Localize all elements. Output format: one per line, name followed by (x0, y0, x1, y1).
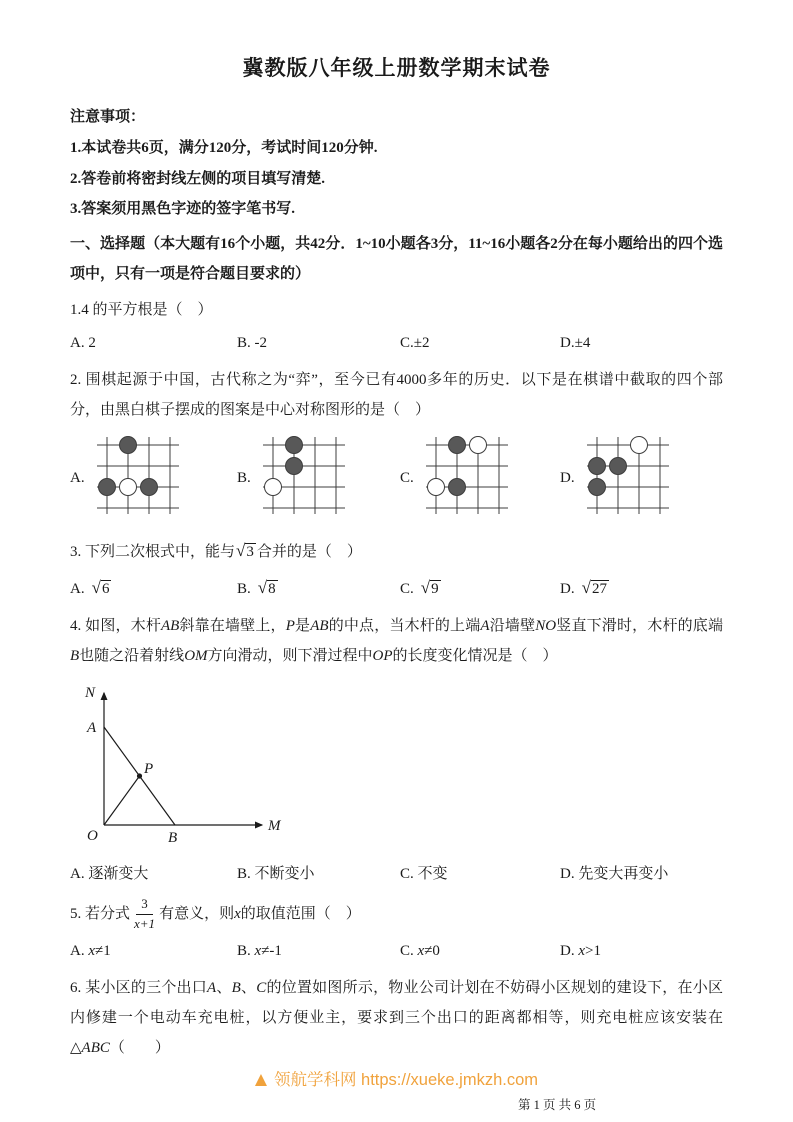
math-variable: AB (161, 618, 180, 635)
go-stone-black (448, 437, 465, 454)
q2-choice-a (70, 435, 237, 522)
fraction-denominator: x+1 (134, 916, 156, 932)
math-variable: B (70, 648, 80, 665)
text-segment: 6. 某小区的三个出口 (70, 979, 208, 996)
go-stone-white (630, 437, 647, 454)
q2-choice-b (237, 435, 400, 522)
text-segment: ≠1 (95, 942, 111, 959)
go-stone-black (285, 458, 302, 475)
q3-option-d (560, 574, 723, 601)
math-variable: A (207, 979, 217, 996)
text-segment: ≠0 (424, 942, 440, 959)
radical-sign: √ (257, 578, 268, 597)
text-segment: 方向滑动，则下滑过程中 (207, 648, 373, 665)
sqrt-6 (92, 574, 112, 601)
q4-options (70, 862, 723, 886)
q3-options (70, 574, 723, 601)
go-stone-black (140, 479, 157, 496)
footer-logo-icon (255, 1074, 267, 1086)
q5-options (70, 939, 723, 963)
q3-option-b (237, 574, 400, 601)
radical-sign: √ (236, 541, 246, 560)
q1-stem: 1.4 的平方根是（ ） (70, 302, 213, 318)
text-segment: >1 (585, 942, 601, 959)
q2-choice-c (400, 435, 560, 522)
segment-OP (104, 776, 140, 825)
q5-option-d (560, 939, 723, 963)
q1-options (70, 331, 723, 355)
diagram-label-a: A (87, 720, 97, 737)
q1-option-a: A. 2 (70, 335, 96, 351)
q5-stem-text-2: 有意义，则 (159, 906, 235, 923)
diagram-label-p: P (144, 761, 154, 778)
math-variable: AB (310, 618, 329, 635)
q4-stem (70, 611, 723, 671)
math-variable: C (256, 979, 267, 996)
option-label: C. (400, 581, 414, 597)
q1-option-c: C.±2 (400, 335, 430, 351)
text-segment: 竖直下滑时，木杆的底端 (556, 618, 723, 635)
q2-board-row (70, 435, 723, 522)
math-variable: NO (535, 618, 557, 635)
text-segment: 的中点，当木杆的上端 (328, 618, 481, 635)
diagram-label-b: B (168, 830, 178, 847)
go-board-a (95, 435, 181, 522)
q3-option-c (400, 574, 560, 601)
radical-sign: √ (91, 578, 101, 597)
radicand: 3 (246, 544, 254, 560)
text-segment: 的长度变化情况是（ ） (392, 648, 558, 665)
q3-option-a (70, 574, 237, 601)
option-label: A. (70, 581, 85, 597)
section-heading: 一、选择题（本大题有16个小题，共42分．1~10小题各3分，11~16小题各2分在每小题给出的四个选项中，只有一项是符合题目要求的） (70, 236, 723, 282)
q6-stem (70, 973, 723, 1063)
text-segment: D. (560, 942, 579, 959)
q3-stem-text: 3. 下列二次根式中，能与 (70, 544, 236, 560)
go-board-grid (585, 435, 671, 517)
go-board-d (585, 435, 671, 522)
text-segment: 、 (240, 979, 257, 996)
go-stone-white (469, 437, 486, 454)
q4-option-c: C. 不变 (400, 866, 448, 883)
footer-link-text: 领航学科网 https://xueke.jmkzh.com (273, 1071, 539, 1089)
text-segment: 、 (216, 979, 232, 996)
board-option-label-a: A. (70, 470, 85, 486)
math-variable: x (254, 942, 262, 959)
text-segment: ≠-1 (261, 942, 282, 959)
go-board-b (261, 435, 347, 522)
q4-diagram (72, 679, 282, 851)
text-segment: 的位置如图所示，物业公司计划在不妨碍小区规划的建设下，在小区内修建一个电动车充电桩，以方便业主，要求到三个出口的距离都相等，则充电桩应该安装在△ (70, 979, 723, 1056)
q5-var-x: x (234, 906, 241, 923)
sqrt-9 (421, 574, 441, 601)
go-board-grid (424, 435, 510, 517)
q5-option-a (70, 939, 237, 963)
go-stone-black (588, 458, 605, 475)
option-label: D. (560, 581, 575, 597)
board-option-label-c: C. (400, 470, 414, 486)
go-stone-white (119, 479, 136, 496)
page-number: 第 1 页 共 6 页 (518, 1098, 597, 1112)
fraction (134, 896, 155, 933)
math-variable: OM (184, 648, 208, 665)
radicand: 27 (591, 581, 607, 597)
q2-stem: 2. 围棋起源于中国，古代称之为“弈”，至今已有4000多年的历史．以下是在棋谱中截取的四个部分，由黑白棋子摆成的图案是中心对称图形的是（ ） (70, 372, 723, 418)
radicand: 9 (431, 581, 439, 597)
option-label: B. (237, 581, 251, 597)
text-segment: 是 (294, 618, 311, 635)
diagram-label-o: O (87, 828, 98, 845)
board-option-label-b: B. (237, 470, 251, 486)
point-P (137, 774, 142, 779)
q4-diagram-wrap (72, 679, 723, 856)
math-variable: B (231, 979, 241, 996)
notice-item-2: 2.答卷前将密封线左侧的项目填写清楚. (70, 170, 326, 187)
math-variable: OP (372, 648, 393, 665)
math-variable: x (578, 942, 586, 959)
math-variable: x (88, 942, 96, 959)
math-variable: ABC (81, 1039, 110, 1056)
q5-stem-text: 5. 若分式 (70, 906, 131, 923)
sqrt-27 (582, 574, 609, 601)
notice-heading: 注意事项： (70, 109, 146, 125)
q3-stem-text-2: 合并的是（ ） (256, 544, 362, 560)
math-variable: P (285, 618, 295, 635)
q1-option-d: D.±4 (560, 335, 591, 351)
text-segment: C. (400, 942, 418, 959)
math-variable: A (480, 618, 490, 635)
text-segment: 斜靠在墙壁上， (179, 618, 286, 635)
text-segment: （ ） (109, 1039, 170, 1056)
go-stone-black (98, 479, 115, 496)
text-segment: 4. 如图，木杆 (70, 618, 162, 635)
notice-item-3: 3.答案须用黑色字迹的签字笔书写. (70, 201, 296, 218)
q5-stem-text-3: 的取值范围（ ） (240, 906, 361, 923)
go-board-grid (261, 435, 347, 517)
sqrt-3 (236, 534, 256, 568)
go-stone-black (609, 458, 626, 475)
radicand: 6 (101, 581, 110, 597)
text-segment: B. (237, 942, 255, 959)
q1-option-b: B. -2 (237, 335, 267, 351)
sqrt-8 (258, 574, 278, 601)
q5-option-c (400, 939, 560, 963)
text-segment: A. (70, 942, 89, 959)
go-stone-black (285, 437, 302, 454)
q4-option-a: A. 逐渐变大 (70, 866, 149, 883)
radicand: 8 (268, 581, 276, 597)
q5-stem (70, 896, 723, 933)
diagram-label-m: M (268, 818, 281, 835)
radical-sign: √ (581, 578, 591, 597)
go-stone-black (119, 437, 136, 454)
exam-title: 冀教版八年级上册数学期末试卷 (242, 56, 551, 80)
q4-option-b: B. 不断变小 (237, 866, 315, 883)
footer-watermark (0, 1066, 793, 1090)
go-stone-white (264, 479, 281, 496)
go-board-grid (95, 435, 181, 517)
go-stone-white (427, 479, 444, 496)
diagram-label-n: N (85, 685, 96, 702)
q3-stem (70, 534, 723, 568)
board-option-label-d: D. (560, 470, 575, 486)
math-variable: x (417, 942, 425, 959)
go-stone-black (588, 479, 605, 496)
notice-item-1: 1.本试卷共6页，满分120分，考试时间120分钟. (70, 139, 378, 156)
radical-sign: √ (420, 578, 431, 597)
q5-option-b (237, 939, 400, 963)
fraction-numerator: 3 (136, 896, 153, 915)
text-segment: 也随之沿着射线 (79, 648, 185, 665)
text-segment: 沿墙壁 (489, 618, 536, 635)
q2-choice-d (560, 435, 723, 522)
go-board-c (424, 435, 510, 522)
go-stone-black (448, 479, 465, 496)
q4-option-d: D. 先变大再变小 (560, 866, 669, 883)
